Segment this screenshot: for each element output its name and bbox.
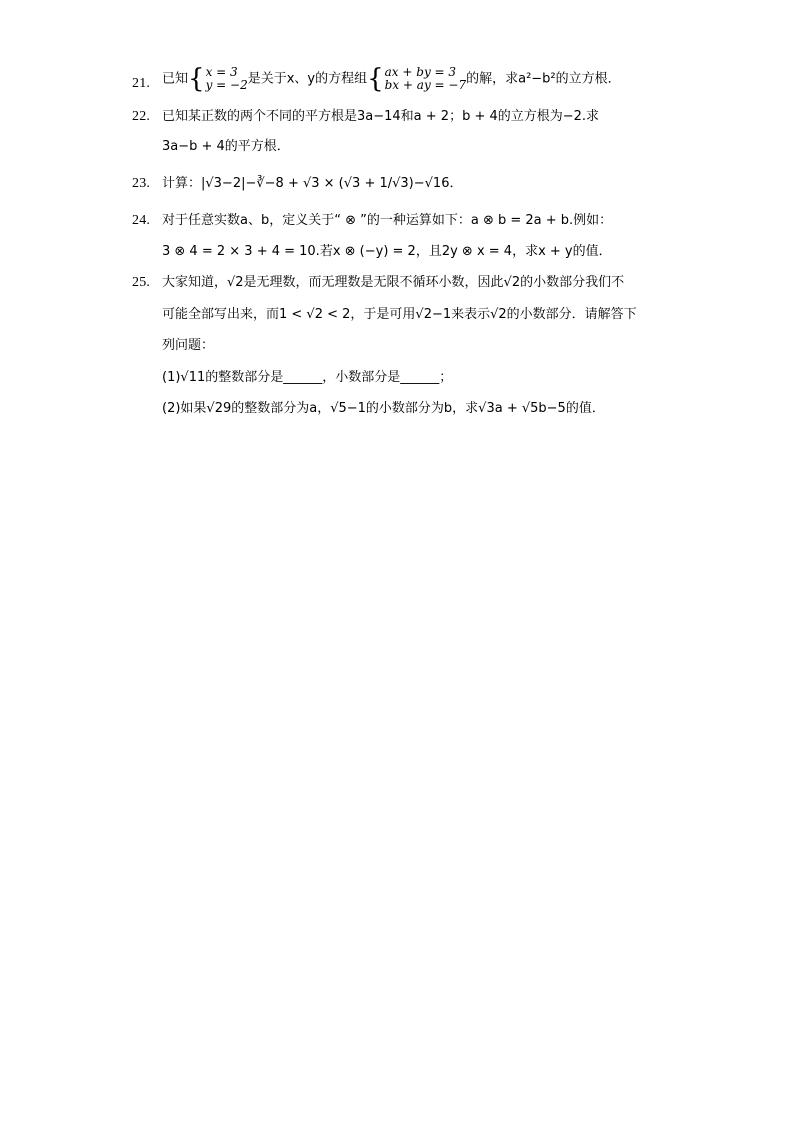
question-text-line: 对于任意实数a、b，定义关于“ ⊗ ”的一种运算如下：a ⊗ b = 2a + b.例如： <box>162 213 613 228</box>
solution-system <box>206 66 248 92</box>
question-22 <box>132 108 652 160</box>
question-25 <box>132 274 652 420</box>
question-text-line <box>162 66 621 92</box>
text-segment: 已知 <box>162 71 189 87</box>
system-row: bx + ay = −7 <box>384 78 467 92</box>
sub-question-2: (2)如果√29的整数部分为a，√5−1的小数部分为b，求√3a + √5b−5的值． <box>162 401 605 416</box>
question-number: 21. <box>132 76 151 91</box>
system-row: x = 3 <box>205 65 238 79</box>
question-21 <box>132 66 652 102</box>
question-text-line: 可能全部写出来，而1 < √2 < 2，于是可用√2−1来表示√2的小数部分．请解答下 <box>162 307 637 322</box>
text-segment: 是关于x、y的方程组 <box>247 71 368 87</box>
left-brace: { <box>188 64 205 94</box>
question-24 <box>132 212 652 264</box>
question-text-line: 已知某正数的两个不同的平方根是3a−14和a + 2；b + 4的立方根为−2.求 <box>162 109 600 124</box>
text-segment: 的解，求a²−b²的立方根． <box>466 71 621 87</box>
left-brace: { <box>367 64 384 94</box>
question-text-line: 列问题： <box>162 338 215 353</box>
question-23 <box>132 174 652 198</box>
question-text-line: 计算：|√3−2|−∛−8 + √3 × (√3 + 1/√3)−√16． <box>162 176 463 191</box>
system-row: y = −2 <box>205 78 248 92</box>
question-text-line: 3 ⊗ 4 = 2 × 3 + 4 = 10.若x ⊗ (−y) = 2，且2y ⊗ x = 4，求x + y的值． <box>162 244 612 259</box>
sub-question-1: (1)√11的整数部分是______，小数部分是______； <box>162 370 453 385</box>
question-text-line: 3a−b + 4的平方根． <box>162 139 290 154</box>
question-number: 24. <box>132 213 151 228</box>
equation-system <box>385 66 466 92</box>
question-number: 23. <box>132 176 151 191</box>
system-row: ax + by = 3 <box>384 65 457 79</box>
question-number: 22. <box>132 109 151 124</box>
question-text-line: 大家知道，√2是无理数，而无理数是无限不循环小数，因此√2的小数部分我们不 <box>162 275 625 290</box>
question-number: 25. <box>132 275 151 290</box>
